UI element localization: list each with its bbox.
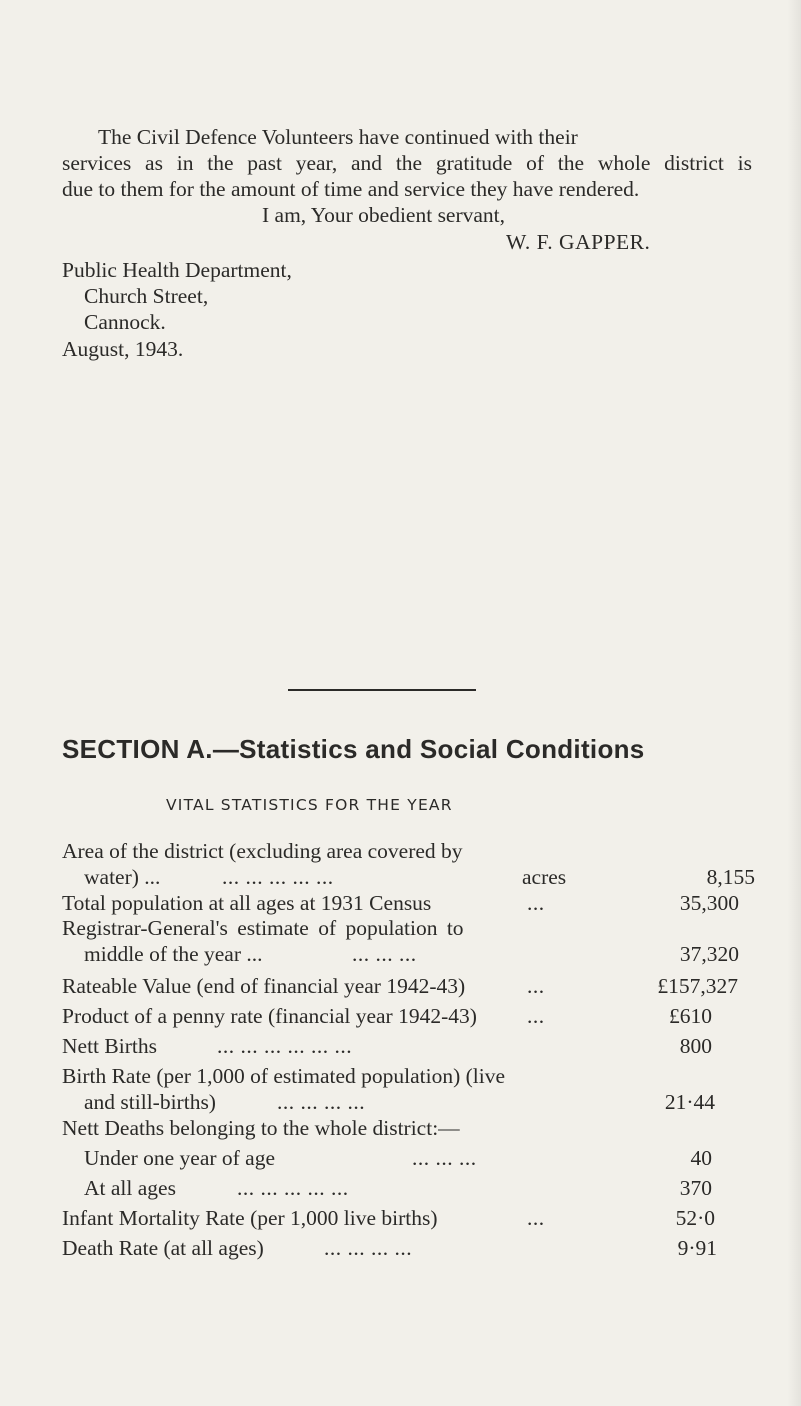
closing-paragraph: [62, 124, 752, 202]
leader-dots: ...: [527, 1004, 545, 1028]
stat-label-continued: middle of the year ...: [84, 942, 263, 966]
address-line: Cannock.: [84, 310, 166, 334]
stat-value: 37,320: [679, 942, 739, 966]
stat-value: 370: [679, 1176, 712, 1200]
stat-value: £610: [669, 1004, 712, 1028]
stat-label: Registrar-General's estimate of population to: [62, 916, 464, 940]
leader-dots: ... ... ... ... ...: [237, 1176, 349, 1200]
address-line: Church Street,: [84, 284, 209, 308]
stat-label: Nett Births: [62, 1034, 157, 1058]
salutation: I am, Your obedient servant,: [262, 203, 506, 227]
leader-dots: ... ... ...: [412, 1146, 477, 1170]
stat-label: Area of the district (excluding area covered by: [62, 839, 463, 863]
stat-value: 8,155: [706, 865, 755, 889]
stat-label: At all ages: [84, 1176, 176, 1200]
stat-value: 35,300: [679, 891, 739, 915]
stat-unit: acres: [522, 865, 567, 889]
stat-label: Infant Mortality Rate (per 1,000 live births): [62, 1206, 438, 1230]
stat-label: Birth Rate (per 1,000 of estimated population) (live: [62, 1064, 506, 1088]
stat-value: 40: [690, 1146, 712, 1170]
page-edge-shadow: [787, 0, 801, 1406]
stat-value: 21·44: [664, 1090, 715, 1114]
stat-value: 52·0: [675, 1206, 715, 1230]
leader-dots: ... ... ... ...: [277, 1090, 366, 1114]
signature: W. F. GAPPER.: [506, 230, 651, 254]
stat-label: Total population at all ages at 1931 Census: [62, 891, 432, 915]
address-date: August, 1943.: [62, 337, 184, 361]
stat-value: £157,327: [657, 974, 738, 998]
leader-dots: ...: [527, 1206, 545, 1230]
leader-dots: ...: [527, 891, 545, 915]
stat-value: 9·91: [677, 1236, 717, 1260]
stat-label-continued: and still-births): [84, 1090, 216, 1114]
stat-label: Death Rate (at all ages): [62, 1236, 264, 1260]
leader-dots: ... ... ... ...: [324, 1236, 413, 1260]
stat-value: 800: [679, 1034, 712, 1058]
leader-dots: ... ... ... ... ...: [222, 865, 334, 889]
stat-label: Rateable Value (end of financial year 1942-43): [62, 974, 466, 998]
leader-dots: ...: [527, 974, 545, 998]
closing-line: The Civil Defence Volunteers have continued with their: [98, 125, 578, 149]
vital-statistics-title: VITAL STATISTICS FOR THE YEAR: [166, 796, 453, 814]
stat-label: Under one year of age: [84, 1146, 276, 1170]
leader-dots: ... ... ... ... ... ...: [217, 1034, 353, 1058]
section-heading: SECTION A.—Statistics and Social Conditions: [62, 734, 645, 764]
leader-dots: ... ... ...: [352, 942, 417, 966]
address-line: Public Health Department,: [62, 258, 292, 282]
stat-label-continued: water) ...: [84, 865, 161, 889]
closing-line: due to them for the amount of time and service they have rendered.: [62, 177, 640, 201]
section-divider: [288, 689, 476, 691]
stat-label: Nett Deaths belonging to the whole district:—: [62, 1116, 460, 1140]
stat-label: Product of a penny rate (financial year 1942-43): [62, 1004, 477, 1028]
closing-line: services as in the past year, and the gratitude of the whole district is: [62, 151, 752, 175]
